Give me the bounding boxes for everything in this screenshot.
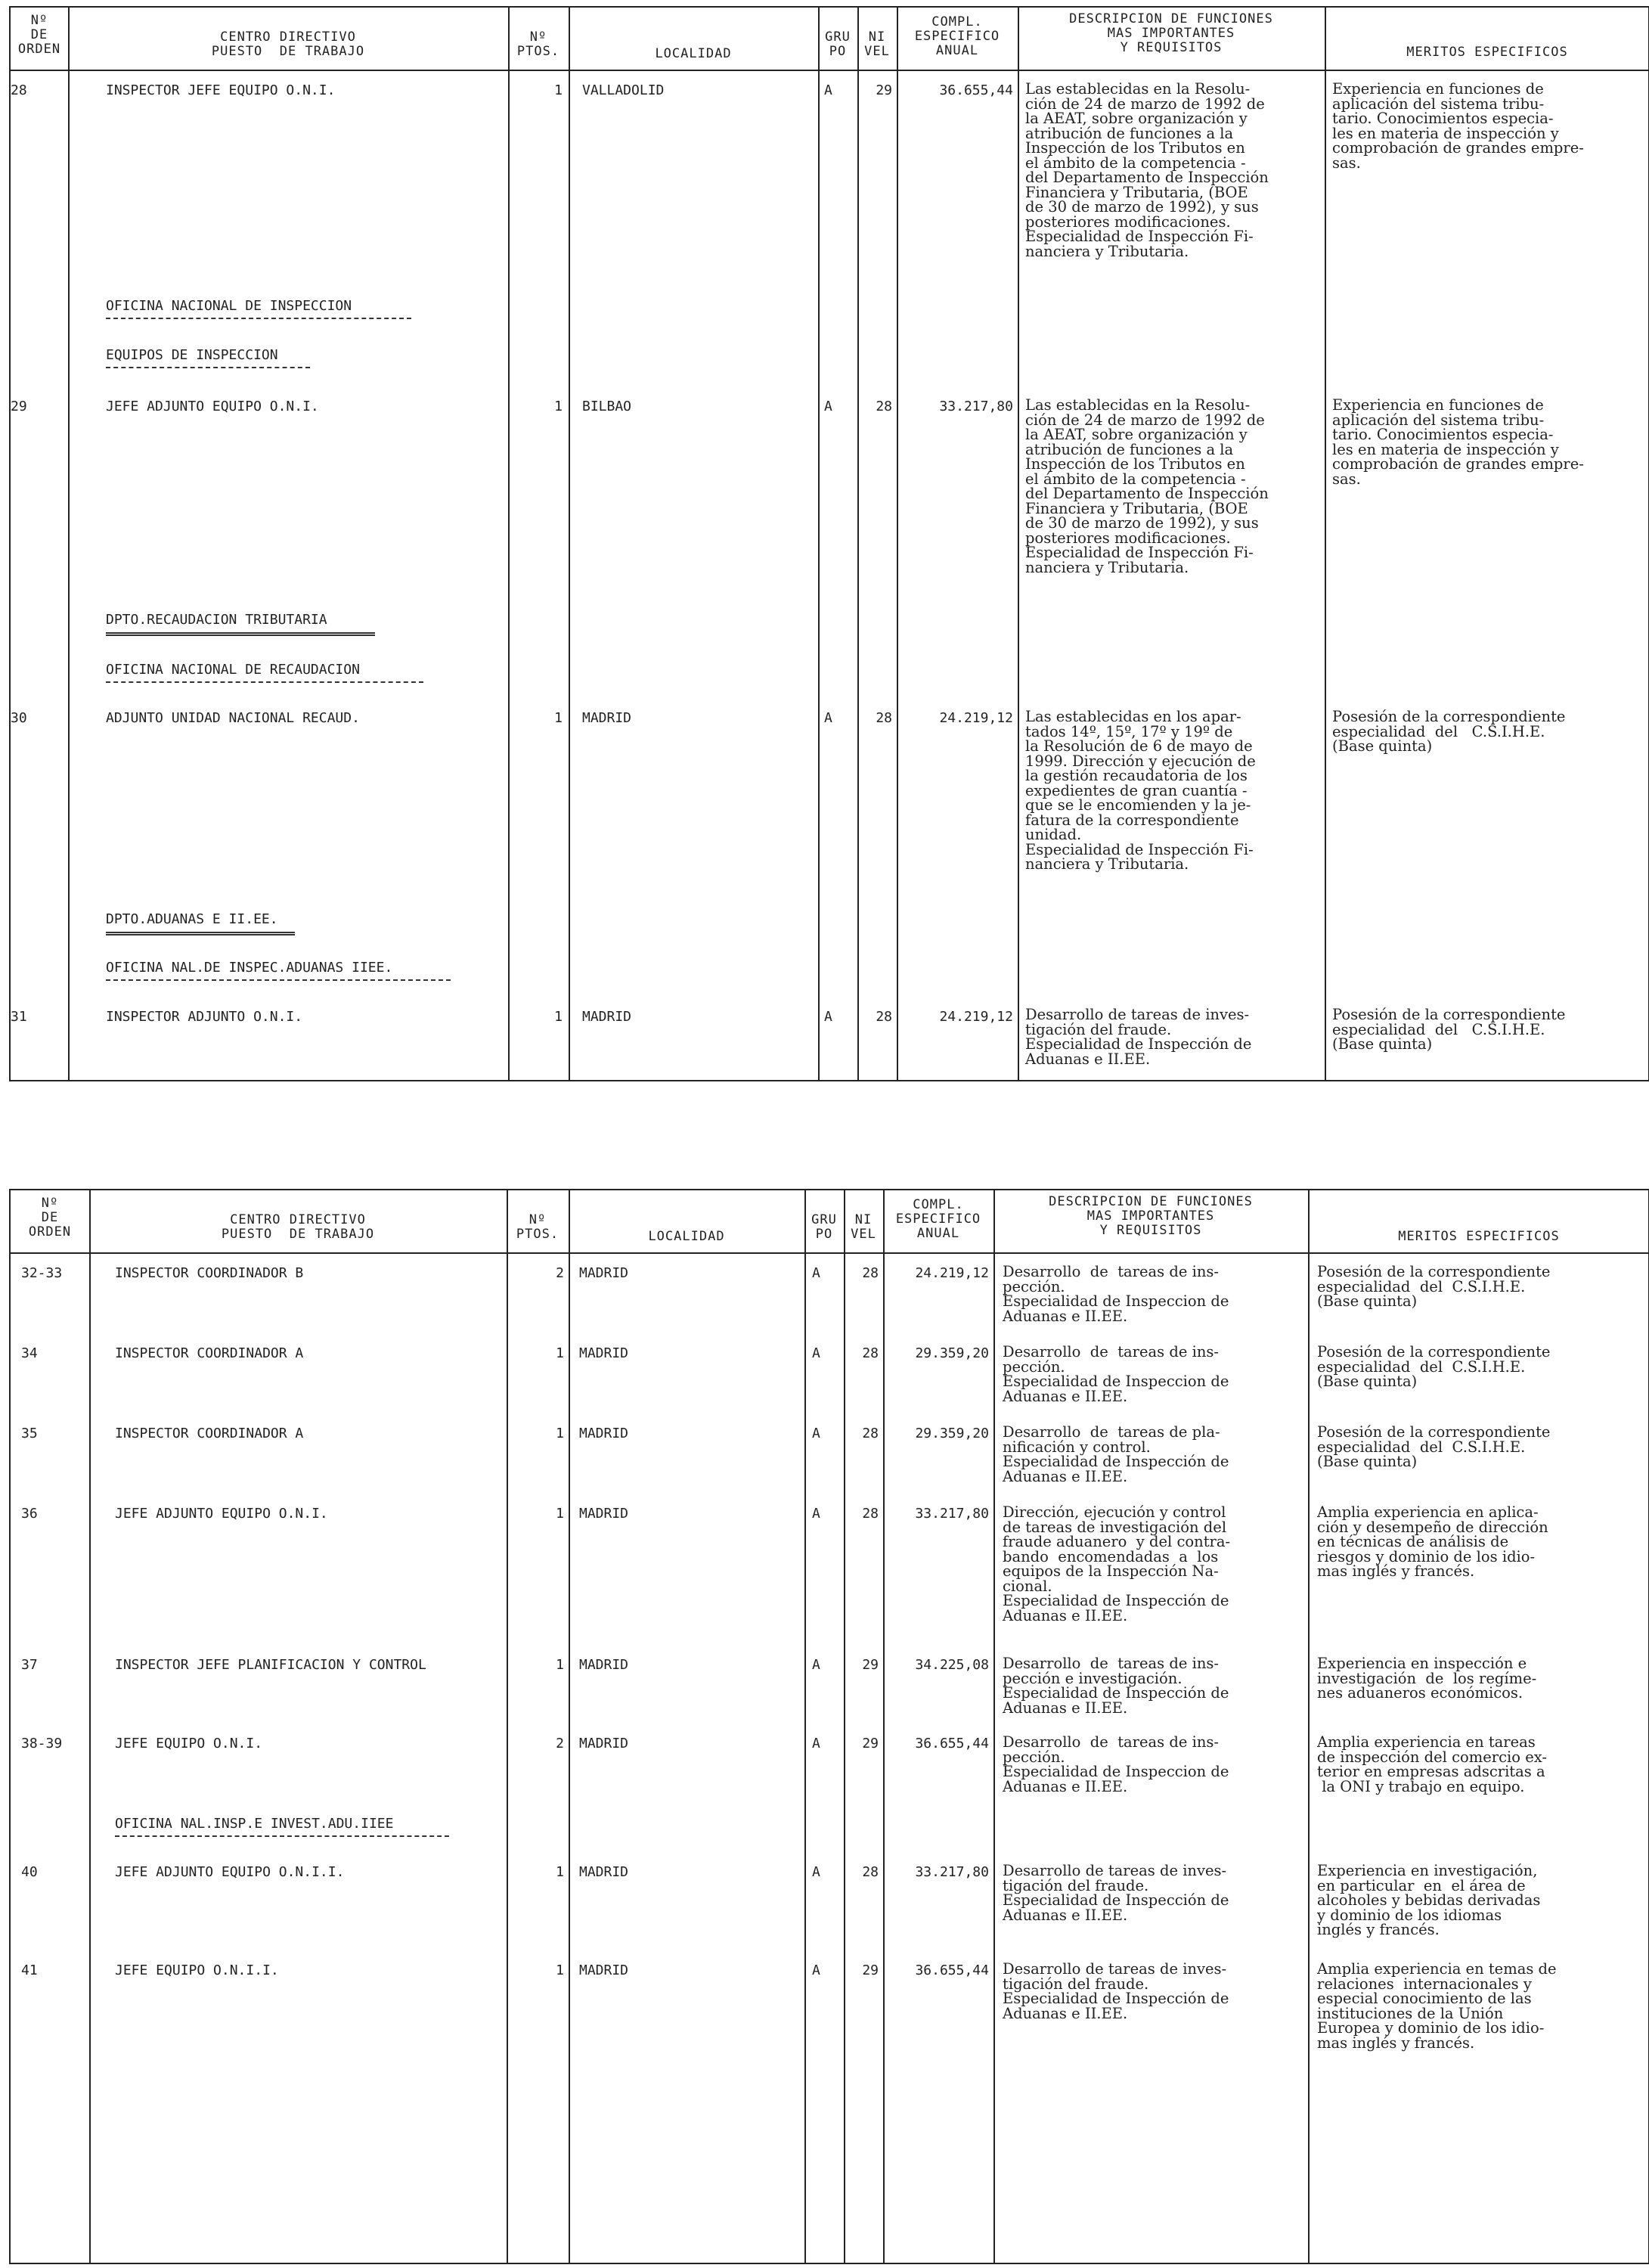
- row-descripcion: Dirección, ejecución y control de tareas de investigación del fraude aduanero y del contra- bando encomendadas a los equipos de la Inspección Na- cional. Especialidad de Inspección de Aduanas e II.EE.: [1003, 1503, 1231, 1624]
- row-grupo: A: [812, 1506, 820, 1522]
- section-heading: OFICINA NAL.DE INSPEC.ADUANAS IIEE.: [106, 960, 393, 976]
- row-meritos: Experiencia en inspección e investigación de los regíme- nes aduaneros económicos.: [1317, 1655, 1537, 1702]
- row-ptos: 1: [556, 1506, 564, 1522]
- row-orden: 41: [21, 1962, 38, 1978]
- section-heading: OFICINA NACIONAL DE RECAUDACION: [106, 662, 360, 678]
- row-puesto: INSPECTOR COORDINADOR A: [115, 1426, 304, 1441]
- column-divider: [857, 8, 859, 1080]
- row-compl: 33.217,80: [915, 1506, 989, 1522]
- section-heading: OFICINA NAL.INSP.E INVEST.ADU.IIEE: [115, 1816, 394, 1832]
- table-block-2: [9, 1189, 1649, 2264]
- row-localidad: MADRID: [582, 710, 632, 726]
- section-underline: [106, 681, 423, 683]
- row-puesto: INSPECTOR COORDINADOR A: [115, 1345, 304, 1361]
- row-nivel: 28: [862, 1345, 879, 1361]
- header-descripcion: DESCRIPCION DE FUNCIONES MAS IMPORTANTES Y REQUISITOS: [1049, 1194, 1253, 1238]
- header-divider: [11, 1252, 1648, 1254]
- row-descripcion: Desarrollo de tareas de inves- tigación del fraude. Especialidad de Inspección de Aduanas e II.EE.: [1003, 1960, 1229, 2022]
- row-puesto: JEFE ADJUNTO EQUIPO O.N.I.I.: [115, 1864, 345, 1880]
- header-orden: Nº DE ORDEN: [17, 13, 61, 57]
- header-nivel: NI VEL: [851, 1212, 876, 1242]
- row-meritos: Posesión de la correspondiente especialidad del C.S.I.H.E. (Base quinta): [1317, 1423, 1551, 1470]
- row-ptos: 1: [554, 710, 563, 726]
- section-underline: [106, 932, 295, 935]
- header-nivel: NI VEL: [864, 29, 890, 59]
- row-meritos: Posesión de la correspondiente especialidad del C.S.I.H.E. (Base quinta): [1317, 1263, 1551, 1310]
- row-ptos: 1: [556, 1345, 564, 1361]
- row-orden: 40: [21, 1864, 38, 1880]
- row-compl: 36.655,44: [915, 1962, 989, 1978]
- row-grupo: A: [824, 82, 832, 98]
- row-descripcion: Las establecidas en la Resolu- ción de 24 de marzo de 1992 de la AEAT, sobre organización y atribución de funciones a la Inspección de los Tributos en el ámbito de la competencia - del Departamento de Inspección Financiera y Tributaria, (BOE de 30 de marzo de 1992), y sus posteriores modificaciones. Especialidad de Inspección Fi- nanciera y Tributaria.: [1025, 396, 1269, 576]
- section-underline: [106, 318, 411, 319]
- section-heading: DPTO.RECAUDACION TRIBUTARIA: [106, 612, 327, 628]
- row-grupo: A: [812, 1962, 820, 1978]
- header-ptos: Nº PTOS.: [516, 1212, 559, 1242]
- row-puesto: ADJUNTO UNIDAD NACIONAL RECAUD.: [106, 710, 360, 726]
- row-nivel: 28: [862, 1265, 879, 1281]
- row-localidad: MADRID: [582, 1009, 632, 1025]
- header-localidad: LOCALIDAD: [648, 1229, 725, 1244]
- row-compl: 29.359,20: [915, 1345, 989, 1361]
- row-orden: 35: [21, 1426, 38, 1441]
- row-descripcion: Desarrollo de tareas de ins- pección. Especialidad de Inspeccion de Aduanas e II.EE.: [1003, 1343, 1229, 1405]
- row-compl: 24.219,12: [915, 1265, 989, 1281]
- row-nivel: 29: [862, 1657, 879, 1673]
- row-puesto: JEFE ADJUNTO EQUIPO O.N.I.: [115, 1506, 328, 1522]
- header-localidad: LOCALIDAD: [655, 46, 732, 61]
- row-compl: 36.655,44: [915, 1736, 989, 1751]
- row-nivel: 28: [862, 1864, 879, 1880]
- section-underline: [106, 367, 310, 368]
- row-compl: 33.217,80: [915, 1864, 989, 1880]
- row-descripcion: Desarrollo de tareas de pla- nificación y control. Especialidad de Inspección de Aduanas e II.EE.: [1003, 1423, 1229, 1485]
- section-underline: [106, 632, 375, 636]
- row-localidad: MADRID: [579, 1864, 629, 1880]
- row-orden: 29: [11, 399, 27, 414]
- row-descripcion: Desarrollo de tareas de inves- tigación del fraude. Especialidad de Inspección de Aduanas e II.EE.: [1025, 1006, 1252, 1068]
- row-ptos: 1: [556, 1426, 564, 1441]
- row-compl: 36.655,44: [939, 82, 1013, 98]
- header-orden: Nº DE ORDEN: [28, 1196, 72, 1239]
- row-grupo: A: [812, 1864, 820, 1880]
- row-puesto: INSPECTOR JEFE PLANIFICACION Y CONTROL: [115, 1657, 426, 1673]
- row-meritos: Posesión de la correspondiente especialidad del C.S.I.H.E. (Base quinta): [1332, 1006, 1566, 1053]
- row-puesto: INSPECTOR JEFE EQUIPO O.N.I.: [106, 82, 336, 98]
- table-block-1: [9, 6, 1649, 1081]
- row-nivel: 29: [862, 1962, 879, 1978]
- row-compl: 33.217,80: [939, 399, 1013, 414]
- header-compl: COMPL. ESPECIFICO ANUAL: [914, 14, 1000, 58]
- row-orden: 34: [21, 1345, 38, 1361]
- row-ptos: 1: [554, 399, 563, 414]
- header-grupo: GRU PO: [825, 29, 851, 59]
- column-divider: [569, 8, 570, 1080]
- row-ptos: 1: [556, 1864, 564, 1880]
- row-localidad: VALLADOLID: [582, 82, 665, 98]
- row-meritos: Amplia experiencia en temas de relaciones internacionales y especial conocimiento de las instituciones de la Unión Europea y dominio de los idio- mas inglés y francés.: [1317, 1960, 1557, 2052]
- row-localidad: MADRID: [579, 1345, 629, 1361]
- row-compl: 24.219,12: [939, 1009, 1013, 1025]
- row-grupo: A: [812, 1265, 820, 1281]
- row-localidad: MADRID: [579, 1506, 629, 1522]
- header-meritos: MERITOS ESPECIFICOS: [1398, 1229, 1560, 1244]
- row-compl: 24.219,12: [939, 710, 1013, 726]
- column-divider: [1325, 8, 1326, 1080]
- row-localidad: MADRID: [579, 1962, 629, 1978]
- column-divider: [89, 1190, 91, 2263]
- row-ptos: 1: [554, 82, 563, 98]
- row-nivel: 28: [876, 1009, 892, 1025]
- row-orden: 31: [11, 1009, 27, 1025]
- row-puesto: JEFE EQUIPO O.N.I.I.: [115, 1962, 279, 1978]
- section-underline: [115, 1835, 449, 1837]
- column-divider: [68, 8, 70, 1080]
- column-divider: [897, 8, 898, 1080]
- row-orden: 28: [11, 82, 27, 98]
- row-puesto: INSPECTOR COORDINADOR B: [115, 1265, 304, 1281]
- row-grupo: A: [812, 1426, 820, 1441]
- row-ptos: 1: [554, 1009, 563, 1025]
- row-descripcion: Desarrollo de tareas de ins- pección. Especialidad de Inspeccion de Aduanas e II.EE.: [1003, 1263, 1229, 1325]
- row-orden: 36: [21, 1506, 38, 1522]
- row-nivel: 29: [862, 1736, 879, 1751]
- row-ptos: 2: [556, 1736, 564, 1751]
- header-compl: COMPL. ESPECIFICO ANUAL: [895, 1197, 981, 1241]
- row-localidad: BILBAO: [582, 399, 632, 414]
- row-localidad: MADRID: [579, 1265, 629, 1281]
- column-divider: [1018, 8, 1019, 1080]
- row-puesto: INSPECTOR ADJUNTO O.N.I.: [106, 1009, 303, 1025]
- column-divider: [569, 1190, 570, 2263]
- column-divider: [1308, 1190, 1310, 2263]
- row-ptos: 1: [556, 1657, 564, 1673]
- row-nivel: 28: [876, 710, 892, 726]
- row-nivel: 29: [876, 82, 892, 98]
- row-grupo: A: [812, 1345, 820, 1361]
- row-grupo: A: [824, 710, 832, 726]
- header-ptos: Nº PTOS.: [516, 29, 560, 59]
- row-grupo: A: [824, 1009, 832, 1025]
- section-heading: EQUIPOS DE INSPECCION: [106, 347, 278, 363]
- column-divider: [993, 1190, 995, 2263]
- row-orden: 37: [21, 1657, 38, 1673]
- row-meritos: Amplia experiencia en aplica- ción y desempeño de dirección en técnicas de análisis de riesgos y dominio de los idio- mas inglés y francés.: [1317, 1503, 1548, 1580]
- row-descripcion: Desarrollo de tareas de inves- tigación del fraude. Especialidad de Inspección de Aduanas e II.EE.: [1003, 1862, 1229, 1924]
- row-meritos: Amplia experiencia en tareas de inspección del comercio ex- terior en empresas adscritas a la ONI y trabajo en equipo.: [1317, 1733, 1547, 1795]
- column-divider: [818, 8, 820, 1080]
- row-grupo: A: [812, 1736, 820, 1751]
- row-ptos: 1: [556, 1962, 564, 1978]
- row-descripcion: Desarrollo de tareas de ins- pección. Especialidad de Inspeccion de Aduanas e II.EE.: [1003, 1733, 1229, 1795]
- row-grupo: A: [824, 399, 832, 414]
- row-descripcion: Las establecidas en los apar- tados 14º, 15º, 17º y 19º de la Resolución de 6 de mayo de 1999. Dirección y ejecución de la gestión recaudatoria de los expedientes de gran cuantía - que se le encomienden y la je- fatura de la correspondiente unidad. Especialidad de Inspección Fi- nanciera y Tributaria.: [1025, 708, 1256, 873]
- row-localidad: MADRID: [579, 1657, 629, 1673]
- row-descripcion: Las establecidas en la Resolu- ción de 24 de marzo de 1992 de la AEAT, sobre organización y atribución de funciones a la Inspección de los Tributos en el ámbito de la competencia - del Departamento de Inspección Financiera y Tributaria, (BOE de 30 de marzo de 1992), y sus posteriores modificaciones. Especialidad de Inspección Fi- nanciera y Tributaria.: [1025, 80, 1269, 260]
- row-meritos: Posesión de la correspondiente especialidad del C.S.I.H.E. (Base quinta): [1317, 1343, 1551, 1390]
- row-meritos: Experiencia en funciones de aplicación del sistema tribu- tario. Conocimientos especia- les en materia de inspección y comprobación de grandes empre- sas.: [1332, 80, 1584, 172]
- row-orden: 38-39: [21, 1736, 63, 1751]
- row-ptos: 2: [556, 1265, 564, 1281]
- row-orden: 32-33: [21, 1265, 63, 1281]
- row-meritos: Experiencia en investigación, en particular en el área de alcoholes y bebidas derivadas y dominio de los idiomas inglés y francés.: [1317, 1862, 1541, 1938]
- section-heading: OFICINA NACIONAL DE INSPECCION: [106, 298, 352, 314]
- row-nivel: 28: [862, 1426, 879, 1441]
- row-grupo: A: [812, 1657, 820, 1673]
- row-compl: 29.359,20: [915, 1426, 989, 1441]
- header-divider: [11, 70, 1648, 71]
- row-orden: 30: [11, 710, 27, 726]
- section-underline: [106, 979, 451, 981]
- column-divider: [804, 1190, 806, 2263]
- header-centro: CENTRO DIRECTIVO PUESTO DE TRABAJO: [211, 29, 365, 59]
- row-puesto: JEFE EQUIPO O.N.I.: [115, 1736, 263, 1751]
- header-meritos: MERITOS ESPECIFICOS: [1406, 45, 1568, 60]
- section-heading: DPTO.ADUANAS E II.EE.: [106, 911, 278, 927]
- column-divider: [508, 8, 510, 1080]
- row-localidad: MADRID: [579, 1736, 629, 1751]
- row-nivel: 28: [876, 399, 892, 414]
- header-descripcion: DESCRIPCION DE FUNCIONES MAS IMPORTANTES Y REQUISITOS: [1069, 11, 1273, 55]
- row-compl: 34.225,08: [915, 1657, 989, 1673]
- header-centro: CENTRO DIRECTIVO PUESTO DE TRABAJO: [221, 1212, 375, 1242]
- row-descripcion: Desarrollo de tareas de ins- pección e investigación. Especialidad de Inspección de Aduanas e II.EE.: [1003, 1655, 1229, 1717]
- header-grupo: GRU PO: [811, 1212, 837, 1242]
- row-puesto: JEFE ADJUNTO EQUIPO O.N.I.: [106, 399, 319, 414]
- row-meritos: Posesión de la correspondiente especialidad del C.S.I.H.E. (Base quinta): [1332, 708, 1566, 755]
- row-localidad: MADRID: [579, 1426, 629, 1441]
- row-nivel: 28: [862, 1506, 879, 1522]
- row-meritos: Experiencia en funciones de aplicación del sistema tribu- tario. Conocimientos especia- les en materia de inspección y comprobación de grandes empre- sas.: [1332, 396, 1584, 488]
